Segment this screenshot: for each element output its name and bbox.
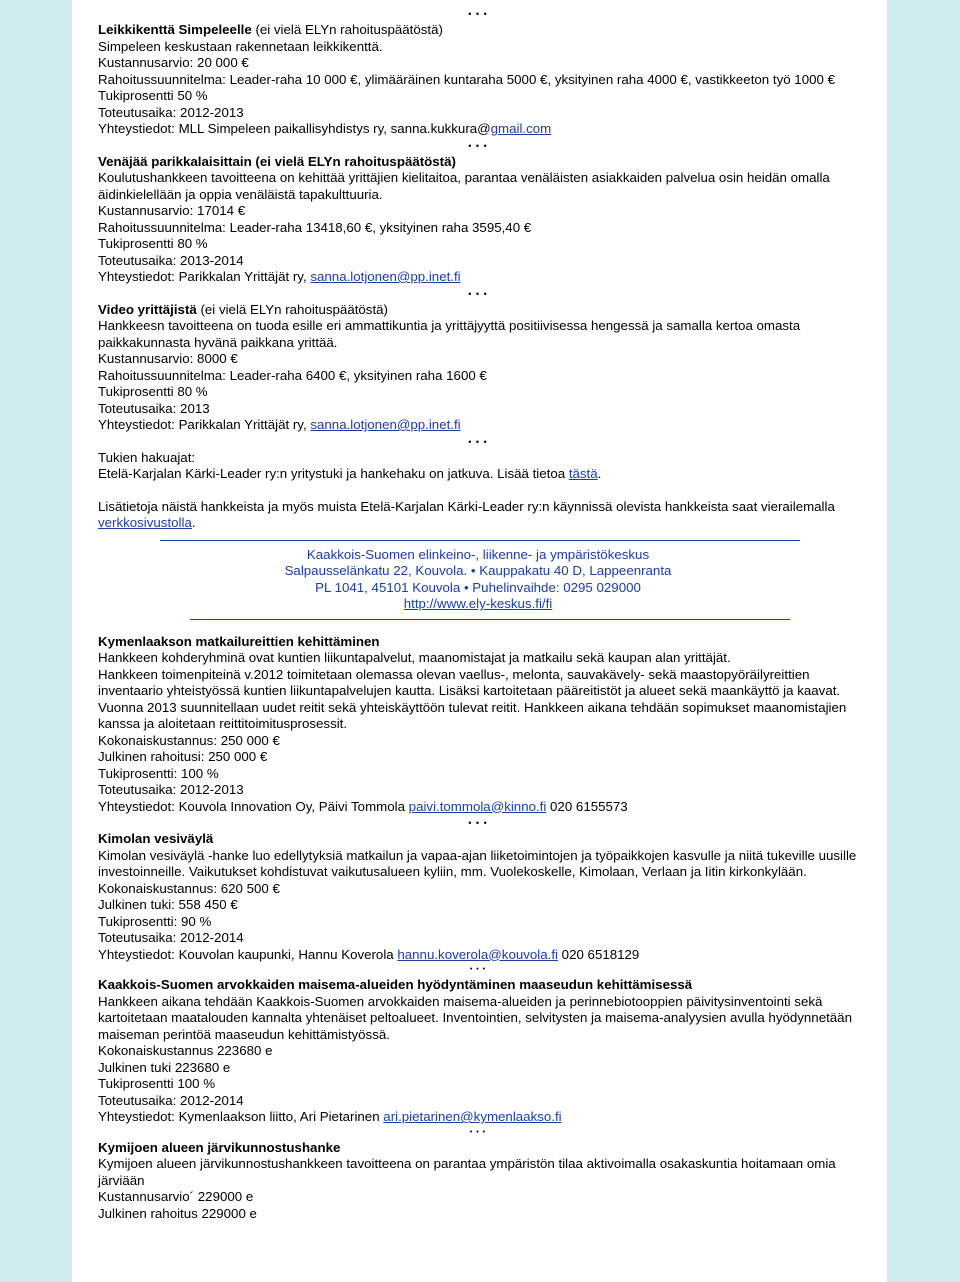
separator: • • • <box>468 818 488 828</box>
project-line: Rahoitussuunnitelma: Leader-raha 6400 €, yksityinen raha 1600 € <box>98 367 487 383</box>
project-line: Julkinen rahoitusi: 250 000 € <box>98 749 268 764</box>
project-status: (ei vielä ELYn rahoituspäätöstä) <box>200 301 388 317</box>
more-info-link[interactable]: tästä <box>568 466 598 481</box>
project-line: Tukiprosentti 80 % <box>98 384 208 399</box>
project-line: Kymijoen alueen järvikunnostushankkeen tavoitteena on parantaa ympäristön tilaa aktivoimalla osakaskuntia hoitamaan omia järviään <box>98 1156 836 1188</box>
applicants-section <box>98 450 858 483</box>
project-line: Kustannusarvio: 8000 € <box>98 351 238 366</box>
document-content <box>98 6 858 1222</box>
contact-email-link[interactable]: gmail.com <box>490 121 552 136</box>
project-line: Julkinen tuki: 558 450 € <box>98 897 238 912</box>
project-matkailureitit <box>98 634 858 816</box>
project-line: Toteutusaika: 2013 <box>98 400 210 416</box>
project-line: Hankkeen aikana tehdään Kaakkois-Suomen arvokkaiden maisema-alueiden ja perinnebiotooppien päivitysinventointi sekä kartoitetaan maatalouden kannalta yhtenäiset peltoalueet. Inventointien, selvitysten ja maisema-analyysien avulla hyödynnetään maiseman perintöä maaseudun kehittämistyössä. <box>98 993 852 1042</box>
page-margin-right <box>887 0 960 1282</box>
project-leikkikentta <box>98 22 858 138</box>
website-link[interactable]: verkkosivustolla <box>98 515 192 530</box>
contact-text: Yhteystiedot: MLL Simpeleen paikallisyhdistys ry, sanna.kukkura@ <box>98 121 491 136</box>
project-line: Hankkeen kohderyhminä ovat kuntien liikuntapalvelut, maanomistajat ja matkailu sekä kaupan alan yrittäjät. <box>98 650 731 665</box>
project-line: Rahoitussuunnitelma: Leader-raha 10 000 €, ylimääräinen kuntaraha 5000 €, yksityinen raha 4000 €, vastikkeeton työ 1000 € <box>98 71 835 87</box>
project-line: Tukiprosentti: 90 % <box>98 913 212 929</box>
project-line: Tukiprosentti: 100 % <box>98 765 219 781</box>
ely-contact-block <box>98 547 858 613</box>
project-video <box>98 302 858 434</box>
project-line: Kokonaiskustannus 223680 e <box>98 1043 273 1058</box>
project-line: Hankkeesn tavoitteena on tuoda esille eri ammattikuntia ja yrittäjyyttä positiivisessa hengessä ja samalla kertoa omasta paikkakunnasta hyvänä paikkana yrittää. <box>98 318 801 350</box>
project-title: Video yrittäjistä <box>98 301 197 317</box>
project-title: Kimolan vesiväylä <box>98 831 214 846</box>
project-jarvikunnostus <box>98 1140 858 1223</box>
contact-email-link[interactable]: paivi.tommola@kinno.fi <box>408 798 547 814</box>
project-title: Kymenlaakson matkailureittien kehittäminen <box>98 633 380 649</box>
separator: • • • <box>468 9 488 19</box>
project-kimola <box>98 831 858 963</box>
project-line: Koulutushankkeen tavoitteena on kehittää yrittäjien kielitaitoa, parantaa venäläisten asiakkaiden palvelua osin heidän omalla äidinkielellään ja oppia venäläistä tapakulttuuria. <box>98 170 830 202</box>
project-title: Venäjää parikkalaisittain (ei vielä ELYn rahoituspäätöstä) <box>98 153 456 169</box>
project-line: Kokonaiskustannus: 620 500 € <box>98 880 280 896</box>
project-line: Toteutusaika: 2012-2013 <box>98 782 244 797</box>
project-title: Kymijoen alueen järvikunnostushanke <box>98 1139 341 1155</box>
project-line: Kustannusarvio´ 229000 e <box>98 1189 254 1204</box>
applicants-text: Etelä-Karjalan Kärki-Leader ry:n yritystuki ja hankehaku on jatkuva. Lisää tietoa <box>98 466 569 481</box>
separator: • • • <box>469 1128 487 1136</box>
project-line: Simpeleen keskustaan rakennetaan leikkikenttä. <box>98 38 383 54</box>
project-line: Toteutusaika: 2012-2014 <box>98 930 244 945</box>
applicants-heading: Tukien hakuajat: <box>98 449 196 465</box>
ely-postal-address: PL 1041, 45101 Kouvola • Puhelinvaihde: 0295 029000 <box>315 579 641 595</box>
document-page <box>72 0 887 1282</box>
contact-text: Yhteystiedot: Kouvola Innovation Oy, Päivi Tommola <box>98 798 409 814</box>
punctuation: . <box>597 466 602 481</box>
contact-text: Yhteystiedot: Kymenlaakson liitto, Ari Pietarinen <box>98 1109 384 1124</box>
project-line: Tukiprosentti 80 % <box>98 236 208 251</box>
project-line: Rahoitussuunnitelma: Leader-raha 13418,60 €, yksityinen raha 3595,40 € <box>98 219 532 235</box>
separator: • • • <box>469 966 487 973</box>
project-line: Kimolan vesiväylä -hanke luo edellytyksiä matkailun ja vapaa-ajan liiketoimintojen ja työpaikkojen kasvulle ja niitä tukeville uusille investoinneille. Vaikutukset kohdistuvat vaikutusalueen kyliin, mm. Vuolekoskelle, Kimolaan, Verlaan ja Iitin kirkonkylään. <box>98 847 857 879</box>
project-line: Julkinen rahoitus 229000 e <box>98 1205 257 1221</box>
separator: • • • <box>468 288 488 299</box>
project-title: Leikkikenttä Simpeleelle <box>98 22 252 37</box>
contact-phone: 020 6518129 <box>557 946 640 962</box>
ely-website-link[interactable]: http://www.ely-keskus.fi/fi <box>403 596 553 611</box>
ely-name: Kaakkois-Suomen elinkeino-, liikenne- ja ympäristökeskus <box>306 546 650 562</box>
divider-line <box>190 619 790 620</box>
project-line: Tukiprosentti 100 % <box>98 1076 216 1091</box>
contact-text: Yhteystiedot: Kouvolan kaupunki, Hannu Koverola <box>98 946 398 962</box>
project-line: Toteutusaika: 2013-2014 <box>98 252 244 268</box>
contact-email-link[interactable]: sanna.lotjonen@pp.inet.fi <box>310 269 461 284</box>
more-info-paragraph <box>98 499 858 532</box>
contact-email-link[interactable]: ari.pietarinen@kymenlaakso.fi <box>383 1109 562 1124</box>
ely-address: Salpausselänkatu 22, Kouvola. • Kauppakatu 40 D, Lappeenranta <box>284 563 672 578</box>
project-line: Kustannusarvio: 20 000 € <box>98 55 249 70</box>
project-line: Hankkeen toimenpiteinä v.2012 toimitetaan olemassa olevan vaellus-, melonta, sauvakävely- sekä maastopyöräilyreittien inventaario yhteistyössä kuntien liikuntapalvelujen kautta. Lisäksi kartoitetaan pääreitistöt ja alueet sekä maankäyttö ja kaavat. Vuonna 2013 suunnitellaan uudet reitit sekä yhteiskäyttöön tulevat reitit. Hankkeen aikana tehdään sopimukset maanomistajien kanssa ja aloitetaan reittitoimitusprosessit. <box>98 666 847 731</box>
contact-text: Yhteystiedot: Parikkalan Yrittäjät ry, <box>98 269 311 284</box>
page-margin-left <box>0 0 72 1282</box>
project-line: Kustannusarvio: 17014 € <box>98 203 246 218</box>
more-info-text: Lisätietoja näistä hankkeista ja myös muista Etelä-Karjalan Kärki-Leader ry:n käynnissä olevista hankkeista saat vierailemalla <box>98 498 835 514</box>
project-line: Kokonaiskustannus: 250 000 € <box>98 732 280 748</box>
contact-phone: 020 6155573 <box>546 798 628 814</box>
project-venajaa <box>98 154 858 286</box>
project-line: Julkinen tuki 223680 e <box>98 1059 231 1075</box>
separator: • • • <box>468 140 488 151</box>
project-line: Tukiprosentti 50 % <box>98 88 208 103</box>
separator: • • • <box>468 436 488 447</box>
project-title: Kaakkois-Suomen arvokkaiden maisema-alueiden hyödyntäminen maaseudun kehittämisessä <box>98 977 693 992</box>
divider-line <box>160 540 800 541</box>
contact-email-link[interactable]: hannu.koverola@kouvola.fi <box>397 946 558 962</box>
punctuation: . <box>191 515 196 530</box>
project-maisema-alueet <box>98 977 858 1126</box>
contact-email-link[interactable]: sanna.lotjonen@pp.inet.fi <box>310 417 461 432</box>
project-line: Toteutusaika: 2012-2014 <box>98 1092 244 1108</box>
contact-text: Yhteystiedot: Parikkalan Yrittäjät ry, <box>98 417 311 432</box>
project-status: (ei vielä ELYn rahoituspäätöstä) <box>255 22 443 37</box>
project-line: Toteutusaika: 2012-2013 <box>98 104 244 120</box>
